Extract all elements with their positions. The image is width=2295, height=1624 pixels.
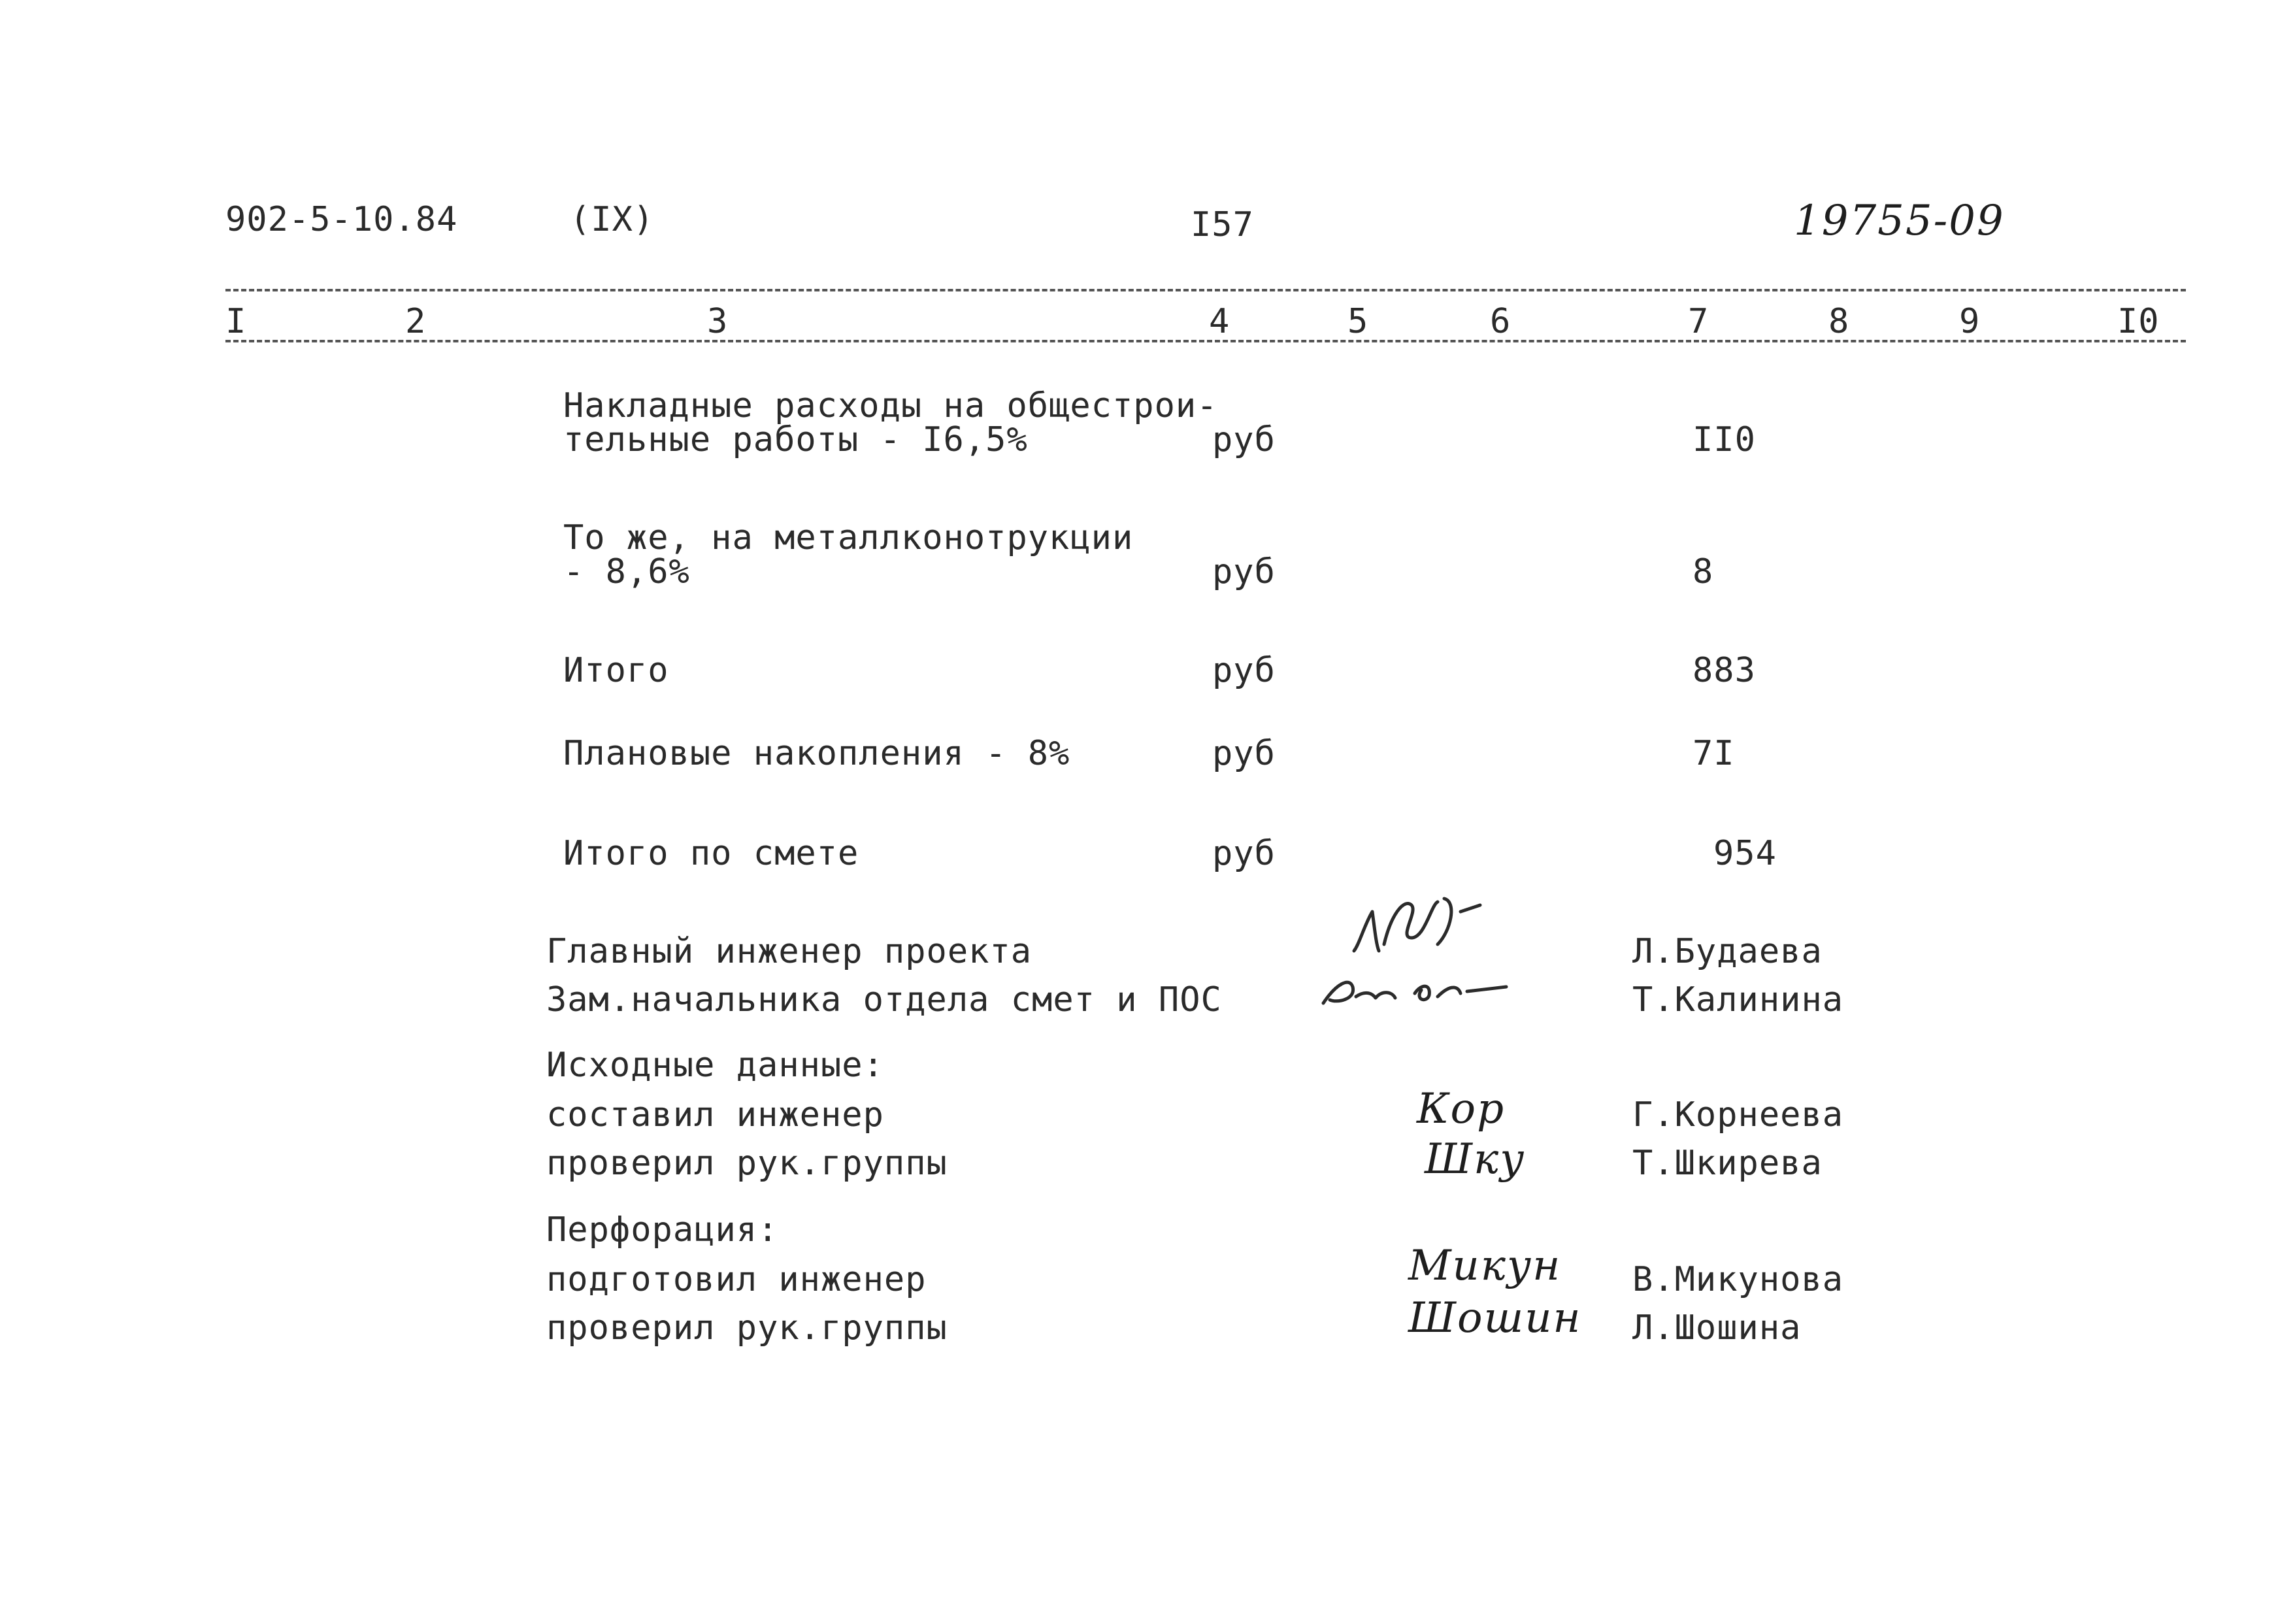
header-dash-line-bottom [225, 340, 2186, 342]
handwritten-signature: Микун [1408, 1242, 1562, 1290]
column-number: 8 [1828, 302, 1850, 341]
column-number: 7 [1688, 302, 1709, 341]
handwritten-signature [1317, 964, 1513, 1016]
row-value: 8 [1692, 552, 1714, 591]
column-number: I0 [2117, 302, 2160, 341]
row-unit: руб [1212, 651, 1276, 690]
signatory-role: Главный инженер проекта [546, 932, 1032, 971]
column-number: 6 [1490, 302, 1511, 341]
document-code: 902-5-10.84 [225, 200, 458, 239]
handwritten-signature: Шошин [1408, 1294, 1582, 1342]
signatory-role: проверил рук.группы [546, 1308, 948, 1348]
row-unit: руб [1212, 552, 1276, 591]
row-name-line: Накладные расходы на общестрои- [563, 386, 1218, 425]
signatory-name: Г.Корнеева [1632, 1095, 1844, 1135]
signatory-role: проверил рук.группы [546, 1144, 948, 1183]
row-unit: руб [1212, 420, 1276, 459]
row-name-line: То же, на металлконотрукции [563, 518, 1134, 557]
page-number: I57 [1191, 205, 1254, 244]
handwritten-signature: Шку [1425, 1135, 1526, 1184]
perforation-heading: Перфорация: [546, 1210, 779, 1250]
row-unit: руб [1212, 734, 1276, 773]
row-name-line: Итого [563, 651, 669, 690]
source-data-heading: Исходные данные: [546, 1046, 884, 1085]
column-number: 5 [1347, 302, 1369, 341]
signatory-role: составил инженер [546, 1095, 884, 1135]
handwritten-signature [1346, 886, 1516, 964]
column-number: 3 [707, 302, 729, 341]
signatory-role: Зам.начальника отдела смет и ПОС [546, 980, 1222, 1019]
signatory-role: подготовил инженер [546, 1260, 927, 1299]
signatory-name: Т.Калинина [1632, 980, 1844, 1019]
row-name-line: - 8,6% [563, 552, 690, 591]
signatory-name: Л.Будаева [1632, 932, 1823, 971]
column-number: 9 [1959, 302, 1981, 341]
registration-number: 19755-09 [1794, 197, 2005, 245]
row-name-line: Итого по смете [563, 834, 859, 873]
row-value: 7I [1692, 734, 1735, 773]
column-number: 4 [1209, 302, 1230, 341]
column-number: 2 [405, 302, 427, 341]
row-value: 883 [1692, 651, 1756, 690]
handwritten-signature: Кор [1417, 1085, 1506, 1133]
row-unit: руб [1212, 834, 1276, 873]
row-value: II0 [1692, 420, 1756, 459]
section-number: (IX) [570, 200, 655, 239]
column-number: I [225, 302, 247, 341]
signatory-name: Л.Шошина [1632, 1308, 1802, 1348]
signatory-name: Т.Шкирева [1632, 1144, 1823, 1183]
row-value: 954 [1713, 834, 1777, 873]
header-dash-line-top [225, 289, 2186, 291]
signatory-name: В.Микунова [1632, 1260, 1844, 1299]
row-name-line: Плановые накопления - 8% [563, 734, 1070, 773]
row-name-line: тельные работы - I6,5% [563, 420, 1028, 459]
